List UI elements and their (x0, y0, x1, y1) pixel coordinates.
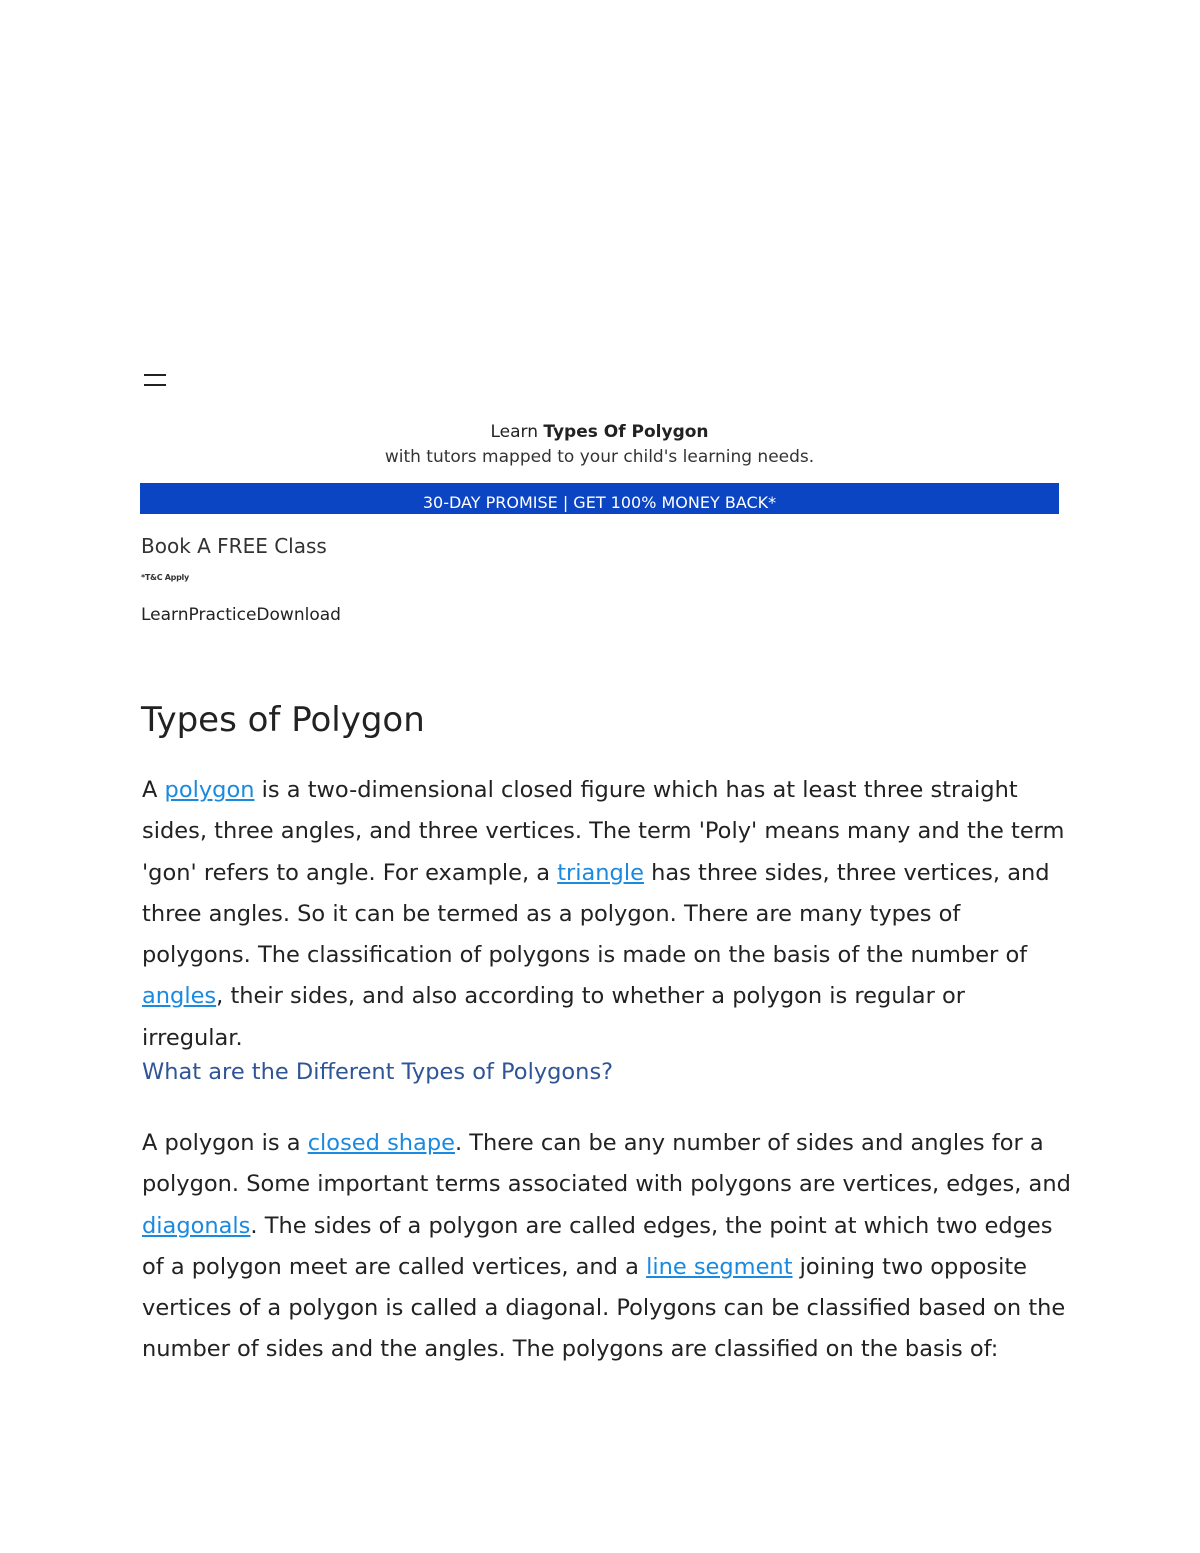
promo-topic: Types Of Polygon (543, 422, 709, 442)
promo-tagline: with tutors mapped to your child's learning needs. (384, 447, 815, 467)
terms-note: *T&C Apply (141, 573, 189, 582)
p1-text-4: , their sides, and also according to whether a polygon is regular or irregular. (142, 983, 966, 1051)
p1-text-2: is a two-dimensional closed figure which has at least three straight sides, three angles, and three vertices. The term 'Poly' means many and the term 'gon' refers to angle. For example, a (142, 777, 1065, 886)
promo-block (140, 420, 1059, 470)
link-polygon[interactable]: polygon (164, 777, 255, 803)
intro-paragraph (142, 770, 1072, 1059)
content-tabs (141, 602, 341, 628)
p1-text-1: A (142, 777, 165, 803)
types-paragraph (142, 1123, 1072, 1371)
hamburger-menu-icon[interactable] (144, 372, 166, 388)
section-heading: What are the Different Types of Polygons? (142, 1059, 614, 1085)
link-diagonals[interactable]: diagonals (142, 1212, 251, 1239)
tab-download[interactable]: Download (256, 605, 341, 625)
tab-learn[interactable]: Learn (141, 605, 189, 625)
menu-bar-bottom (144, 384, 166, 386)
p2-text-2: . There can be any number of sides and angles for a polygon. Some important terms associated with polygons are vertices, edges, and (142, 1130, 1071, 1198)
page-title: Types of Polygon (141, 700, 425, 740)
link-closed-shape[interactable]: closed shape (307, 1130, 455, 1156)
promo-learn-prefix: Learn (490, 422, 544, 442)
promo-headline (140, 420, 1059, 444)
p1-text-3: has three sides, three vertices, and three angles. So it can be termed as a polygon. There are many types of polygons. The classification of polygons is made on the basis of the number of (142, 859, 1050, 969)
link-line-segment[interactable]: line segment (646, 1253, 793, 1280)
link-triangle[interactable]: triangle (557, 859, 644, 886)
tab-practice[interactable]: Practice (188, 605, 257, 625)
money-back-banner[interactable]: 30-DAY PROMISE | GET 100% MONEY BACK* (140, 483, 1059, 514)
book-free-class-button[interactable]: Book A FREE Class (141, 534, 327, 558)
menu-bar-top (144, 374, 166, 376)
p2-text-4: joining two opposite vertices of a polygon is called a diagonal. Polygons can be classified based on the number of sides and the angles. The polygons are classified on the basis of: (142, 1253, 1066, 1363)
p2-text-3: . The sides of a polygon are called edges, the point at which two edges of a polygon meet are called vertices, and a (142, 1212, 1053, 1280)
p2-text-1: A polygon is a (142, 1130, 308, 1156)
link-angles[interactable]: angles (142, 983, 217, 1010)
